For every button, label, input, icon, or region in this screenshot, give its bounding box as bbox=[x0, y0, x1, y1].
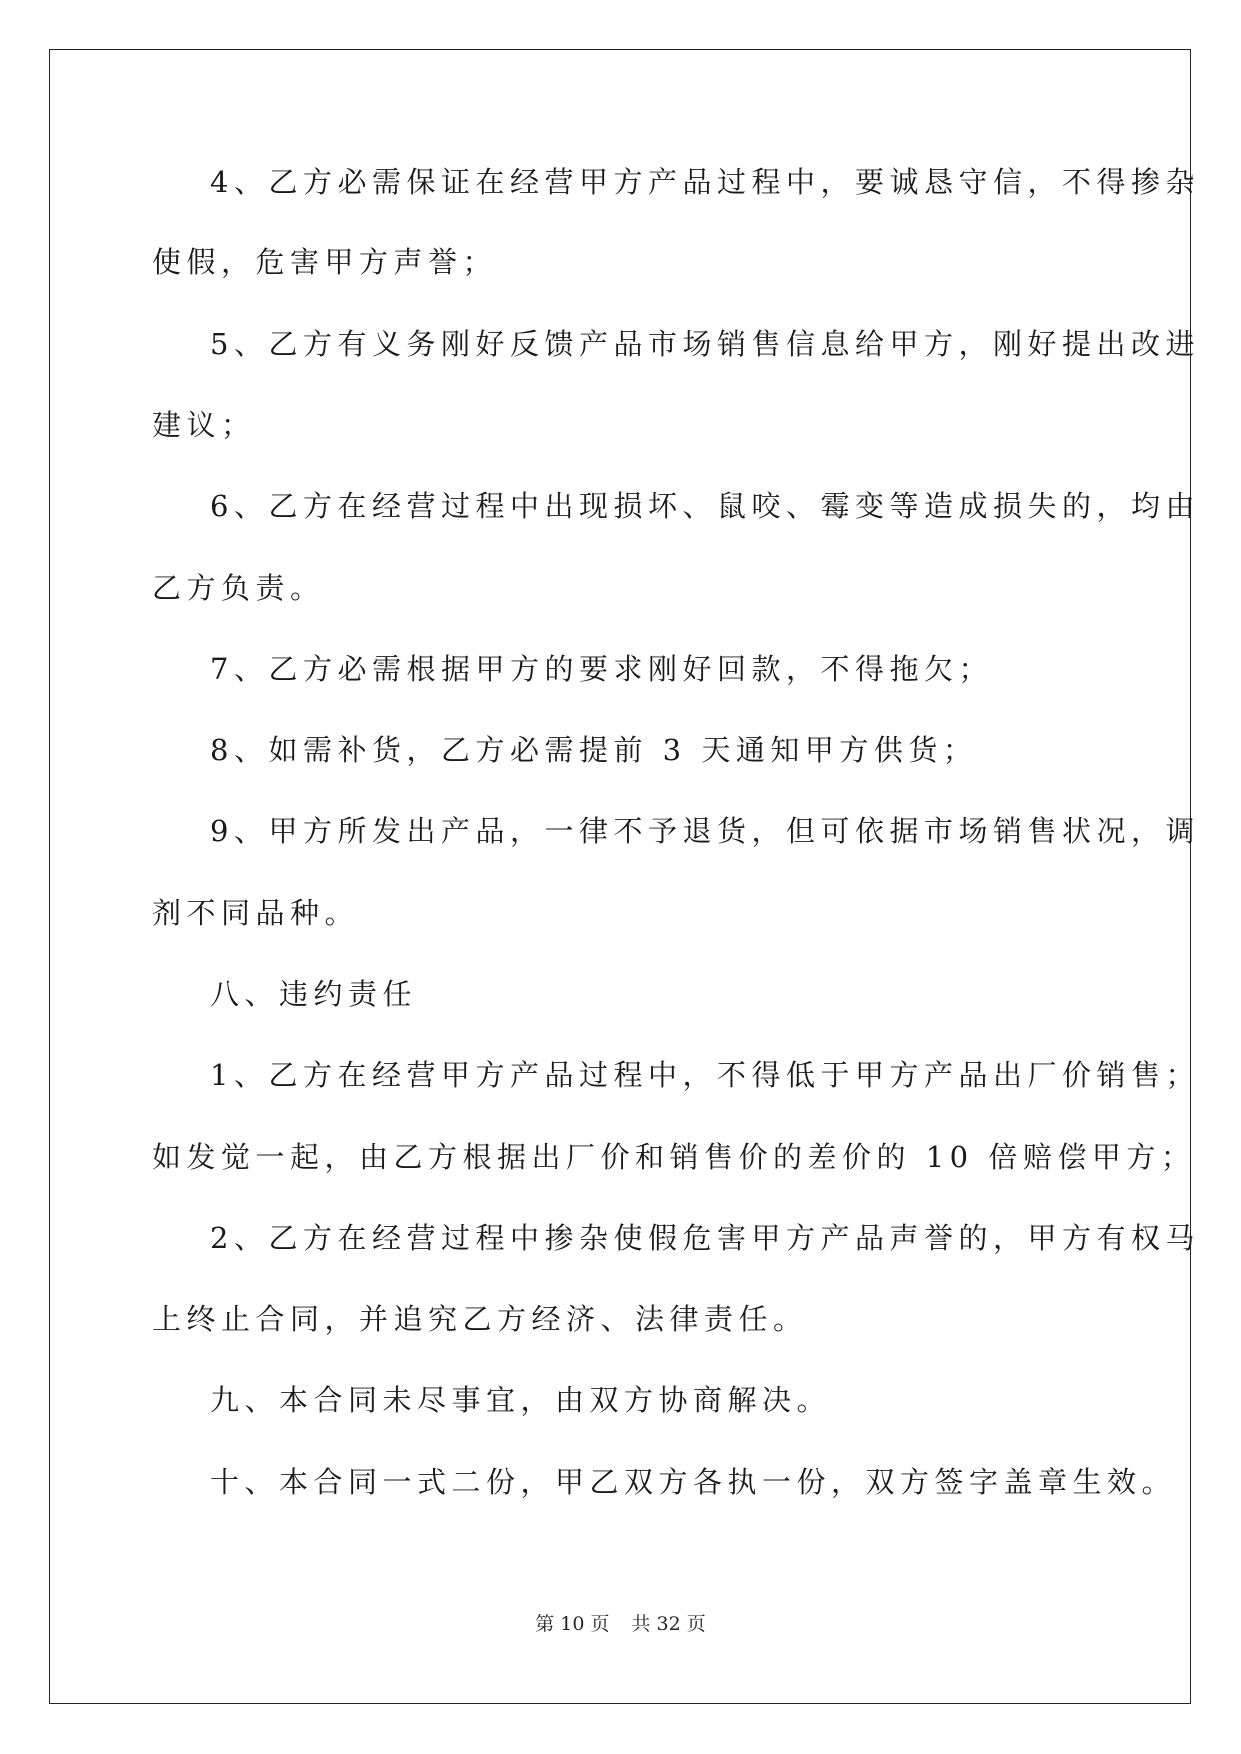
paragraph-line: 4、乙方必需保证在经营甲方产品过程中，要诚恳守信，不得掺杂 bbox=[210, 165, 1200, 199]
paragraph-line: 2、乙方在经营过程中掺杂使假危害甲方产品声誉的，甲方有权马 bbox=[210, 1221, 1200, 1255]
paragraph-line: 九、本合同未尽事宜，由双方协商解决。 bbox=[210, 1383, 832, 1417]
paragraph-line: 7、乙方必需根据甲方的要求刚好回款，不得拖欠； bbox=[210, 652, 993, 686]
paragraph-line: 9、甲方所发出产品，一律不予退货，但可依据市场销售状况，调 bbox=[210, 814, 1200, 848]
page-footer bbox=[0, 1612, 1241, 1636]
paragraph-line: 剂不同品种。 bbox=[152, 896, 360, 930]
paragraph-line: 乙方负责。 bbox=[152, 571, 325, 605]
paragraph-line: 建议； bbox=[152, 408, 256, 442]
paragraph-line: 如发觉一起，由乙方根据出厂价和销售价的差价的 10 倍赔偿甲方； bbox=[152, 1140, 1196, 1174]
paragraph-line: 5、乙方有义务刚好反馈产品市场销售信息给甲方，刚好提出改进 bbox=[210, 327, 1200, 361]
page-border bbox=[49, 49, 1191, 1704]
paragraph-line: 6、乙方在经营过程中出现损坏、鼠咬、霉变等造成损失的，均由 bbox=[210, 489, 1200, 523]
page-number-total: 共 32 页 bbox=[631, 1613, 706, 1635]
page-number-current: 第 10 页 bbox=[535, 1613, 610, 1635]
paragraph-line: 上终止合同，并追究乙方经济、法律责任。 bbox=[152, 1302, 808, 1336]
paragraph-line: 使假，危害甲方声誉； bbox=[152, 245, 498, 279]
paragraph-line: 1、乙方在经营甲方产品过程中，不得低于甲方产品出厂价销售； bbox=[210, 1058, 1200, 1092]
section-heading: 八、违约责任 bbox=[210, 977, 418, 1011]
paragraph-line: 十、本合同一式二份，甲乙双方各执一份，双方签字盖章生效。 bbox=[210, 1465, 1177, 1499]
paragraph-line: 8、如需补货，乙方必需提前 3 天通知甲方供货； bbox=[210, 733, 978, 767]
